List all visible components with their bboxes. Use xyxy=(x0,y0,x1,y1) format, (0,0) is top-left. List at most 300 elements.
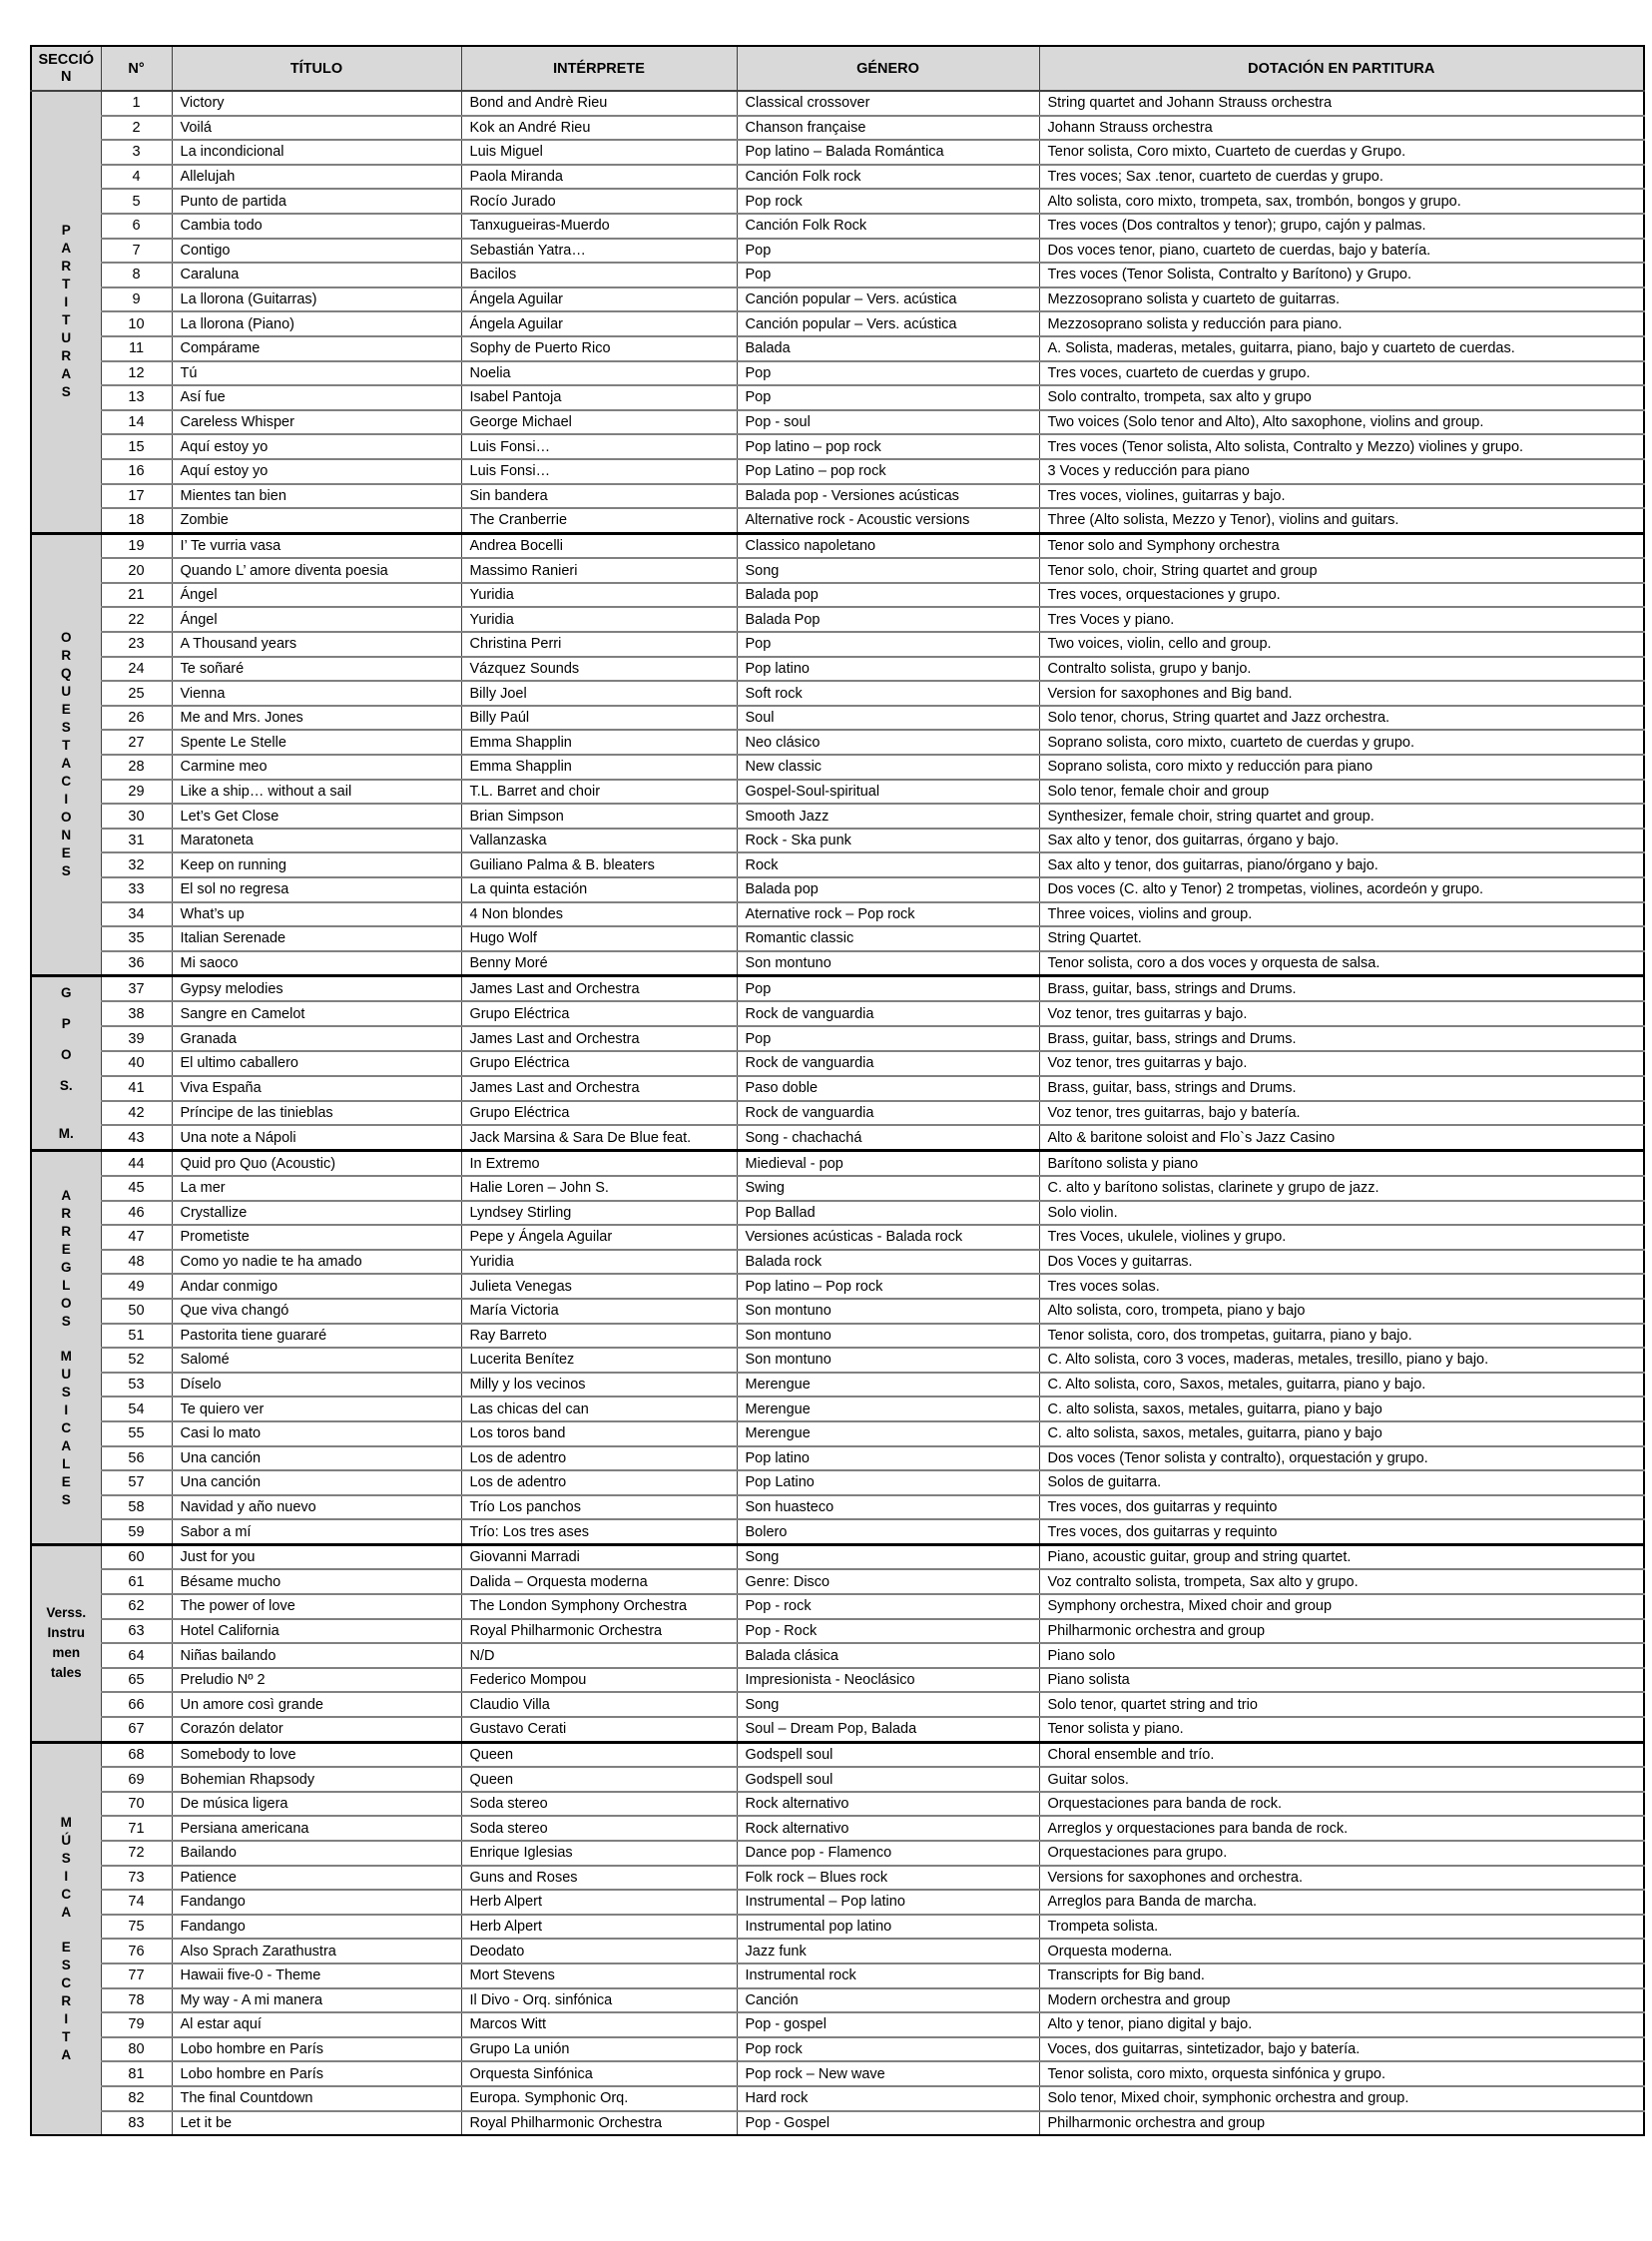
cell-dotacion: Philharmonic orchestra and group xyxy=(1039,1619,1644,1644)
section-label-line: S xyxy=(61,863,71,879)
cell-numero: 71 xyxy=(101,1816,172,1841)
cell-numero: 4 xyxy=(101,165,172,190)
cell-interprete: Guns and Roses xyxy=(461,1866,737,1891)
cell-numero: 5 xyxy=(101,189,172,214)
cell-dotacion: Voz tenor, tres guitarras, bajo y batería. xyxy=(1039,1101,1644,1126)
cell-dotacion: Tres voces solas. xyxy=(1039,1274,1644,1299)
cell-dotacion: Voz tenor, tres guitarras y bajo. xyxy=(1039,1001,1644,1026)
cell-titulo: Spente Le Stelle xyxy=(172,730,461,755)
cell-dotacion: Solo violin. xyxy=(1039,1201,1644,1226)
cell-interprete: Enrique Iglesias xyxy=(461,1841,737,1866)
cell-genero: Alternative rock - Acoustic versions xyxy=(737,508,1039,533)
cell-numero: 3 xyxy=(101,140,172,165)
cell-titulo: My way - A mi manera xyxy=(172,1988,461,2013)
table-row xyxy=(31,1519,1644,1544)
cell-titulo: Aquí estoy yo xyxy=(172,434,461,459)
cell-interprete: Soda stereo xyxy=(461,1816,737,1841)
cell-titulo: Zombie xyxy=(172,508,461,533)
section-label-line: L xyxy=(62,1277,71,1293)
cell-genero: Impresionista - Neoclásico xyxy=(737,1668,1039,1693)
cell-interprete: Grupo Eléctrica xyxy=(461,1001,737,1026)
table-row xyxy=(31,1692,1644,1717)
section-label-line: O xyxy=(60,810,72,826)
cell-dotacion: Tenor solista, Coro mixto, Cuarteto de cuerdas y Grupo. xyxy=(1039,140,1644,165)
cell-titulo: La mer xyxy=(172,1176,461,1201)
cell-numero: 55 xyxy=(101,1421,172,1446)
cell-dotacion: Tres voces (Tenor solista, Alto solista, Contralto y Mezzo) violines y grupo. xyxy=(1039,434,1644,459)
cell-genero: Pop rock xyxy=(737,189,1039,214)
cell-numero: 9 xyxy=(101,287,172,312)
table-row xyxy=(31,607,1644,632)
cell-titulo: Sangre en Camelot xyxy=(172,1001,461,1026)
cell-dotacion: String quartet and Johann Strauss orchestra xyxy=(1039,91,1644,116)
cell-titulo: Fandango xyxy=(172,1915,461,1940)
cell-genero: Gospel-Soul-spiritual xyxy=(737,780,1039,805)
cell-titulo: Gypsy melodies xyxy=(172,976,461,1001)
cell-genero: Aternative rock – Pop rock xyxy=(737,902,1039,927)
cell-interprete: Christina Perri xyxy=(461,632,737,657)
cell-titulo: Persiana americana xyxy=(172,1816,461,1841)
table-row xyxy=(31,263,1644,287)
cell-titulo: Allelujah xyxy=(172,165,461,190)
table-row xyxy=(31,1250,1644,1275)
cell-numero: 79 xyxy=(101,2012,172,2037)
table-row xyxy=(31,583,1644,608)
cell-titulo: Así fue xyxy=(172,385,461,410)
cell-numero: 11 xyxy=(101,336,172,361)
cell-interprete: Los toros band xyxy=(461,1421,737,1446)
cell-titulo: The final Countdown xyxy=(172,2086,461,2111)
cell-dotacion: Symphony orchestra, Mixed choir and group xyxy=(1039,1594,1644,1619)
section-label-line: U xyxy=(61,330,72,346)
cell-dotacion: Versions for saxophones and orchestra. xyxy=(1039,1866,1644,1891)
cell-numero: 77 xyxy=(101,1963,172,1988)
cell-dotacion: Tenor solista, coro mixto, orquesta sinfónica y grupo. xyxy=(1039,2061,1644,2086)
cell-numero: 36 xyxy=(101,951,172,976)
cell-interprete: Royal Philharmonic Orchestra xyxy=(461,1619,737,1644)
cell-interprete: Brian Simpson xyxy=(461,804,737,829)
section-label-line: S xyxy=(61,1384,71,1400)
cell-titulo: Just for you xyxy=(172,1544,461,1569)
cell-genero: Pop latino xyxy=(737,1446,1039,1471)
cell-numero: 28 xyxy=(101,755,172,780)
table-row xyxy=(31,1717,1644,1742)
cell-interprete: Halie Loren – John S. xyxy=(461,1176,737,1201)
table-row xyxy=(31,239,1644,264)
cell-dotacion: Sax alto y tenor, dos guitarras, piano/órgano y bajo. xyxy=(1039,852,1644,877)
cell-genero: Song xyxy=(737,1692,1039,1717)
table-row xyxy=(31,1668,1644,1693)
cell-dotacion: Tenor solista, coro, dos trompetas, guitarra, piano y bajo. xyxy=(1039,1324,1644,1349)
cell-dotacion: Tres voces, dos guitarras y requinto xyxy=(1039,1495,1644,1520)
cell-interprete: Royal Philharmonic Orchestra xyxy=(461,2111,737,2136)
cell-interprete: N/D xyxy=(461,1643,737,1668)
cell-interprete: Giovanni Marradi xyxy=(461,1544,737,1569)
section-label-line: T xyxy=(62,738,71,754)
section-label-line: Q xyxy=(60,666,72,682)
table-row xyxy=(31,140,1644,165)
table-row xyxy=(31,1076,1644,1101)
cell-dotacion: Tenor solo and Symphony orchestra xyxy=(1039,533,1644,558)
cell-numero: 10 xyxy=(101,311,172,336)
cell-genero: Rock de vanguardia xyxy=(737,1101,1039,1126)
cell-genero: Miedieval - pop xyxy=(737,1151,1039,1176)
cell-numero: 1 xyxy=(101,91,172,116)
cell-interprete: Trío Los panchos xyxy=(461,1495,737,1520)
table-row xyxy=(31,1421,1644,1446)
cell-dotacion: Choral ensemble and trío. xyxy=(1039,1742,1644,1767)
cell-dotacion: Alto solista, coro mixto, trompeta, sax, trombón, bongos y grupo. xyxy=(1039,189,1644,214)
section-label-line: P xyxy=(61,223,71,239)
table-row xyxy=(31,976,1644,1001)
cell-titulo: La incondicional xyxy=(172,140,461,165)
cell-genero: Balada pop xyxy=(737,583,1039,608)
section-label-line: U xyxy=(61,1366,72,1382)
cell-genero: Son montuno xyxy=(737,951,1039,976)
cell-interprete: Trío: Los tres ases xyxy=(461,1519,737,1544)
table-row xyxy=(31,484,1644,509)
cell-numero: 50 xyxy=(101,1299,172,1324)
table-row xyxy=(31,508,1644,533)
table-row xyxy=(31,1594,1644,1619)
cell-dotacion: Mezzosoprano solista y cuarteto de guitarras. xyxy=(1039,287,1644,312)
cell-titulo: Granada xyxy=(172,1026,461,1051)
section-label-line: Verss. xyxy=(46,1605,87,1621)
cell-titulo: Ángel xyxy=(172,607,461,632)
table-row xyxy=(31,902,1644,927)
cell-interprete: Queen xyxy=(461,1767,737,1792)
cell-titulo: Carmine meo xyxy=(172,755,461,780)
cell-interprete: Vallanzaska xyxy=(461,829,737,853)
cell-dotacion: Barítono solista y piano xyxy=(1039,1151,1644,1176)
section-label-line: tales xyxy=(50,1665,82,1681)
cell-genero: Godspell soul xyxy=(737,1742,1039,1767)
section-label-line: O xyxy=(60,1295,72,1311)
cell-genero: Rock alternativo xyxy=(737,1816,1039,1841)
section-label-text xyxy=(32,535,101,975)
cell-genero: Song xyxy=(737,1544,1039,1569)
cell-genero: Instrumental pop latino xyxy=(737,1915,1039,1940)
cell-dotacion: Three (Alto solista, Mezzo y Tenor), violins and guitars. xyxy=(1039,508,1644,533)
section-label-line: R xyxy=(61,1205,72,1221)
cell-titulo: Mientes tan bien xyxy=(172,484,461,509)
cell-interprete: 4 Non blondes xyxy=(461,902,737,927)
section-label-text xyxy=(32,92,101,532)
cell-genero: Song - chachachá xyxy=(737,1125,1039,1150)
cell-interprete: La quinta estación xyxy=(461,877,737,902)
cell-titulo: Mi saoco xyxy=(172,951,461,976)
section-label-line: S xyxy=(61,384,71,400)
table-row xyxy=(31,91,1644,116)
section-label-line: I xyxy=(64,1401,69,1417)
cell-genero: Romantic classic xyxy=(737,926,1039,951)
cell-dotacion: Solo tenor, quartet string and trio xyxy=(1039,1692,1644,1717)
cell-dotacion: Version for saxophones and Big band. xyxy=(1039,681,1644,706)
cell-numero: 18 xyxy=(101,508,172,533)
cell-dotacion: Guitar solos. xyxy=(1039,1767,1644,1792)
cell-numero: 63 xyxy=(101,1619,172,1644)
table-row xyxy=(31,2061,1644,2086)
cell-dotacion: Philharmonic orchestra and group xyxy=(1039,2111,1644,2136)
table-row xyxy=(31,632,1644,657)
table-row xyxy=(31,1274,1644,1299)
cell-dotacion: Solo contralto, trompeta, sax alto y grupo xyxy=(1039,385,1644,410)
cell-numero: 83 xyxy=(101,2111,172,2136)
cell-numero: 21 xyxy=(101,583,172,608)
cell-dotacion: Sax alto y tenor, dos guitarras, órgano y bajo. xyxy=(1039,829,1644,853)
cell-titulo: Me and Mrs. Jones xyxy=(172,706,461,731)
cell-dotacion: Mezzosoprano solista y reducción para piano. xyxy=(1039,311,1644,336)
cell-genero: Song xyxy=(737,558,1039,583)
cell-dotacion: Arreglos para Banda de marcha. xyxy=(1039,1890,1644,1915)
cell-interprete: Yuridia xyxy=(461,607,737,632)
table-row xyxy=(31,287,1644,312)
cell-numero: 78 xyxy=(101,1988,172,2013)
cell-titulo: Cambia todo xyxy=(172,214,461,239)
cell-dotacion: Orquestaciones para grupo. xyxy=(1039,1841,1644,1866)
table-row xyxy=(31,2037,1644,2062)
cell-genero: Chanson française xyxy=(737,116,1039,141)
cell-titulo: Ángel xyxy=(172,583,461,608)
cell-dotacion: Solos de guitarra. xyxy=(1039,1470,1644,1495)
table-row xyxy=(31,189,1644,214)
cell-interprete: Noelia xyxy=(461,361,737,386)
cell-numero: 60 xyxy=(101,1544,172,1569)
cell-dotacion: Arreglos y orquestaciones para banda de rock. xyxy=(1039,1816,1644,1841)
cell-numero: 76 xyxy=(101,1939,172,1963)
table-row xyxy=(31,1792,1644,1817)
cell-numero: 49 xyxy=(101,1274,172,1299)
cell-titulo: Crystallize xyxy=(172,1201,461,1226)
table-row xyxy=(31,1988,1644,2013)
cell-genero: Son montuno xyxy=(737,1348,1039,1373)
cell-interprete: Mort Stevens xyxy=(461,1963,737,1988)
section-label-text xyxy=(32,1546,101,1741)
cell-interprete: Paola Miranda xyxy=(461,165,737,190)
section-label-line: O xyxy=(60,1047,72,1063)
table-row xyxy=(31,1125,1644,1150)
table-row xyxy=(31,1619,1644,1644)
cell-dotacion: C. Alto solista, coro 3 voces, maderas, metales, tresillo, piano y bajo. xyxy=(1039,1348,1644,1373)
cell-titulo: Pastorita tiene guararé xyxy=(172,1324,461,1349)
cell-titulo: Italian Serenade xyxy=(172,926,461,951)
section-label-orquestaciones xyxy=(31,533,101,976)
section-label-line: M xyxy=(60,1814,72,1830)
cell-interprete: Pepe y Ángela Aguilar xyxy=(461,1225,737,1250)
cell-titulo: Una note a Nápoli xyxy=(172,1125,461,1150)
cell-genero: Pop xyxy=(737,263,1039,287)
cell-numero: 8 xyxy=(101,263,172,287)
section-label-line: C xyxy=(61,1886,72,1902)
section-label-text xyxy=(32,1744,101,2135)
cell-titulo: Bailando xyxy=(172,1841,461,1866)
column-header-interprete: INTÉRPRETE xyxy=(461,46,737,91)
cell-titulo: Bohemian Rhapsody xyxy=(172,1767,461,1792)
cell-numero: 38 xyxy=(101,1001,172,1026)
cell-dotacion: Piano solo xyxy=(1039,1643,1644,1668)
cell-numero: 42 xyxy=(101,1101,172,1126)
cell-numero: 58 xyxy=(101,1495,172,1520)
cell-interprete: Las chicas del can xyxy=(461,1397,737,1421)
table-row xyxy=(31,1026,1644,1051)
table-row xyxy=(31,681,1644,706)
cell-interprete: Grupo La unión xyxy=(461,2037,737,2062)
cell-numero: 41 xyxy=(101,1076,172,1101)
table-row xyxy=(31,657,1644,682)
section-label-text xyxy=(32,1152,101,1543)
cell-numero: 46 xyxy=(101,1201,172,1226)
cell-dotacion: Alto & baritone soloist and Flo`s Jazz Casino xyxy=(1039,1125,1644,1150)
cell-titulo: Te soñaré xyxy=(172,657,461,682)
cell-numero: 66 xyxy=(101,1692,172,1717)
cell-numero: 32 xyxy=(101,852,172,877)
cell-numero: 29 xyxy=(101,780,172,805)
cell-genero: Merengue xyxy=(737,1373,1039,1398)
cell-titulo: What’s up xyxy=(172,902,461,927)
cell-numero: 16 xyxy=(101,459,172,484)
cell-genero: Paso doble xyxy=(737,1076,1039,1101)
cell-genero: Pop xyxy=(737,239,1039,264)
cell-dotacion: Solo tenor, Mixed choir, symphonic orchestra and group. xyxy=(1039,2086,1644,2111)
cell-genero: Canción Folk Rock xyxy=(737,214,1039,239)
cell-genero: Jazz funk xyxy=(737,1939,1039,1963)
table-row xyxy=(31,1742,1644,1767)
cell-numero: 72 xyxy=(101,1841,172,1866)
table-body xyxy=(31,91,1644,2135)
cell-dotacion: Dos Voces y guitarras. xyxy=(1039,1250,1644,1275)
cell-interprete: George Michael xyxy=(461,410,737,435)
cell-titulo: Voilá xyxy=(172,116,461,141)
cell-titulo: Compárame xyxy=(172,336,461,361)
cell-genero: Pop latino – Pop rock xyxy=(737,1274,1039,1299)
section-label-line: I xyxy=(64,792,69,808)
table-row xyxy=(31,1544,1644,1569)
section-label-line: E xyxy=(61,845,71,861)
cell-titulo: Niñas bailando xyxy=(172,1643,461,1668)
cell-numero: 61 xyxy=(101,1569,172,1594)
cell-titulo: Patience xyxy=(172,1866,461,1891)
table-row xyxy=(31,1643,1644,1668)
cell-interprete: Gustavo Cerati xyxy=(461,1717,737,1742)
cell-genero: Pop xyxy=(737,1026,1039,1051)
cell-titulo: Salomé xyxy=(172,1348,461,1373)
section-label-line: E xyxy=(61,1473,71,1489)
table-row xyxy=(31,214,1644,239)
cell-dotacion: Solo tenor, chorus, String quartet and Jazz orchestra. xyxy=(1039,706,1644,731)
section-label-line: R xyxy=(61,648,72,664)
cell-numero: 43 xyxy=(101,1125,172,1150)
section-label-verss-instrumentales xyxy=(31,1544,101,1742)
cell-titulo: Somebody to love xyxy=(172,1742,461,1767)
cell-genero: Pop - Gospel xyxy=(737,2111,1039,2136)
cell-titulo: El sol no regresa xyxy=(172,877,461,902)
section-label-line: A xyxy=(61,1437,72,1453)
cell-genero: Canción xyxy=(737,1988,1039,2013)
cell-interprete: Il Divo - Orq. sinfónica xyxy=(461,1988,737,2013)
cell-interprete: Herb Alpert xyxy=(461,1915,737,1940)
cell-numero: 37 xyxy=(101,976,172,1001)
section-label-line: C xyxy=(61,1419,72,1435)
cell-dotacion: Tres voces, orquestaciones y grupo. xyxy=(1039,583,1644,608)
cell-interprete: James Last and Orchestra xyxy=(461,976,737,1001)
cell-interprete: The Cranberrie xyxy=(461,508,737,533)
cell-dotacion: Alto y tenor, piano digital y bajo. xyxy=(1039,2012,1644,2037)
cell-interprete: Luis Fonsi… xyxy=(461,434,737,459)
cell-titulo: Lobo hombre en París xyxy=(172,2061,461,2086)
cell-dotacion: Dos voces tenor, piano, cuarteto de cuerdas, bajo y batería. xyxy=(1039,239,1644,264)
table-row xyxy=(31,1373,1644,1398)
cell-numero: 68 xyxy=(101,1742,172,1767)
cell-numero: 23 xyxy=(101,632,172,657)
cell-titulo: Hotel California xyxy=(172,1619,461,1644)
cell-interprete: Jack Marsina & Sara De Blue feat. xyxy=(461,1125,737,1150)
cell-interprete: Massimo Ranieri xyxy=(461,558,737,583)
cell-interprete: Rocío Jurado xyxy=(461,189,737,214)
cell-titulo: Fandango xyxy=(172,1890,461,1915)
cell-titulo: A Thousand years xyxy=(172,632,461,657)
cell-numero: 2 xyxy=(101,116,172,141)
column-header-numero: N° xyxy=(101,46,172,91)
section-label-line: E xyxy=(61,702,71,718)
cell-dotacion: Orquestaciones para banda de rock. xyxy=(1039,1792,1644,1817)
cell-genero: Canción Folk rock xyxy=(737,165,1039,190)
cell-dotacion: String Quartet. xyxy=(1039,926,1644,951)
cell-interprete: Andrea Bocelli xyxy=(461,533,737,558)
cell-genero: Pop xyxy=(737,632,1039,657)
section-label-line: S xyxy=(61,1957,71,1972)
section-label-line: E xyxy=(61,1241,71,1257)
column-header-titulo: TÍTULO xyxy=(172,46,461,91)
section-label-line: A xyxy=(61,1187,72,1203)
section-label-line: I xyxy=(64,294,69,310)
section-label-line: T xyxy=(62,312,71,328)
cell-interprete: Billy Joel xyxy=(461,681,737,706)
cell-dotacion: Dos voces (Tenor solista y contralto), orquestación y grupo. xyxy=(1039,1446,1644,1471)
cell-numero: 75 xyxy=(101,1915,172,1940)
section-label-line: E xyxy=(61,1939,71,1955)
cell-titulo: Contigo xyxy=(172,239,461,264)
section-label-partituras xyxy=(31,91,101,533)
cell-numero: 73 xyxy=(101,1866,172,1891)
cell-interprete: Herb Alpert xyxy=(461,1890,737,1915)
cell-dotacion: Tres Voces y piano. xyxy=(1039,607,1644,632)
cell-genero: Soul xyxy=(737,706,1039,731)
cell-titulo: Careless Whisper xyxy=(172,410,461,435)
cell-genero: Pop rock – New wave xyxy=(737,2061,1039,2086)
cell-titulo: Navidad y año nuevo xyxy=(172,1495,461,1520)
cell-numero: 82 xyxy=(101,2086,172,2111)
cell-titulo: La llorona (Piano) xyxy=(172,311,461,336)
cell-numero: 59 xyxy=(101,1519,172,1544)
table-row xyxy=(31,1866,1644,1891)
table-row xyxy=(31,804,1644,829)
cell-dotacion: Two voices (Solo tenor and Alto), Alto saxophone, violins and group. xyxy=(1039,410,1644,435)
cell-genero: Balada pop xyxy=(737,877,1039,902)
section-label-line: R xyxy=(61,1992,72,2008)
cell-titulo: Que viva changó xyxy=(172,1299,461,1324)
cell-interprete: Yuridia xyxy=(461,1250,737,1275)
cell-genero: Classical crossover xyxy=(737,91,1039,116)
cell-genero: Pop Latino xyxy=(737,1470,1039,1495)
cell-genero: Classico napoletano xyxy=(737,533,1039,558)
cell-numero: 54 xyxy=(101,1397,172,1421)
cell-dotacion: C. Alto solista, coro, Saxos, metales, guitarra, piano y bajo. xyxy=(1039,1373,1644,1398)
cell-genero: Canción popular – Vers. acústica xyxy=(737,311,1039,336)
cell-dotacion: Three voices, violins and group. xyxy=(1039,902,1644,927)
cell-titulo: Viva España xyxy=(172,1076,461,1101)
table-row xyxy=(31,755,1644,780)
cell-numero: 81 xyxy=(101,2061,172,2086)
